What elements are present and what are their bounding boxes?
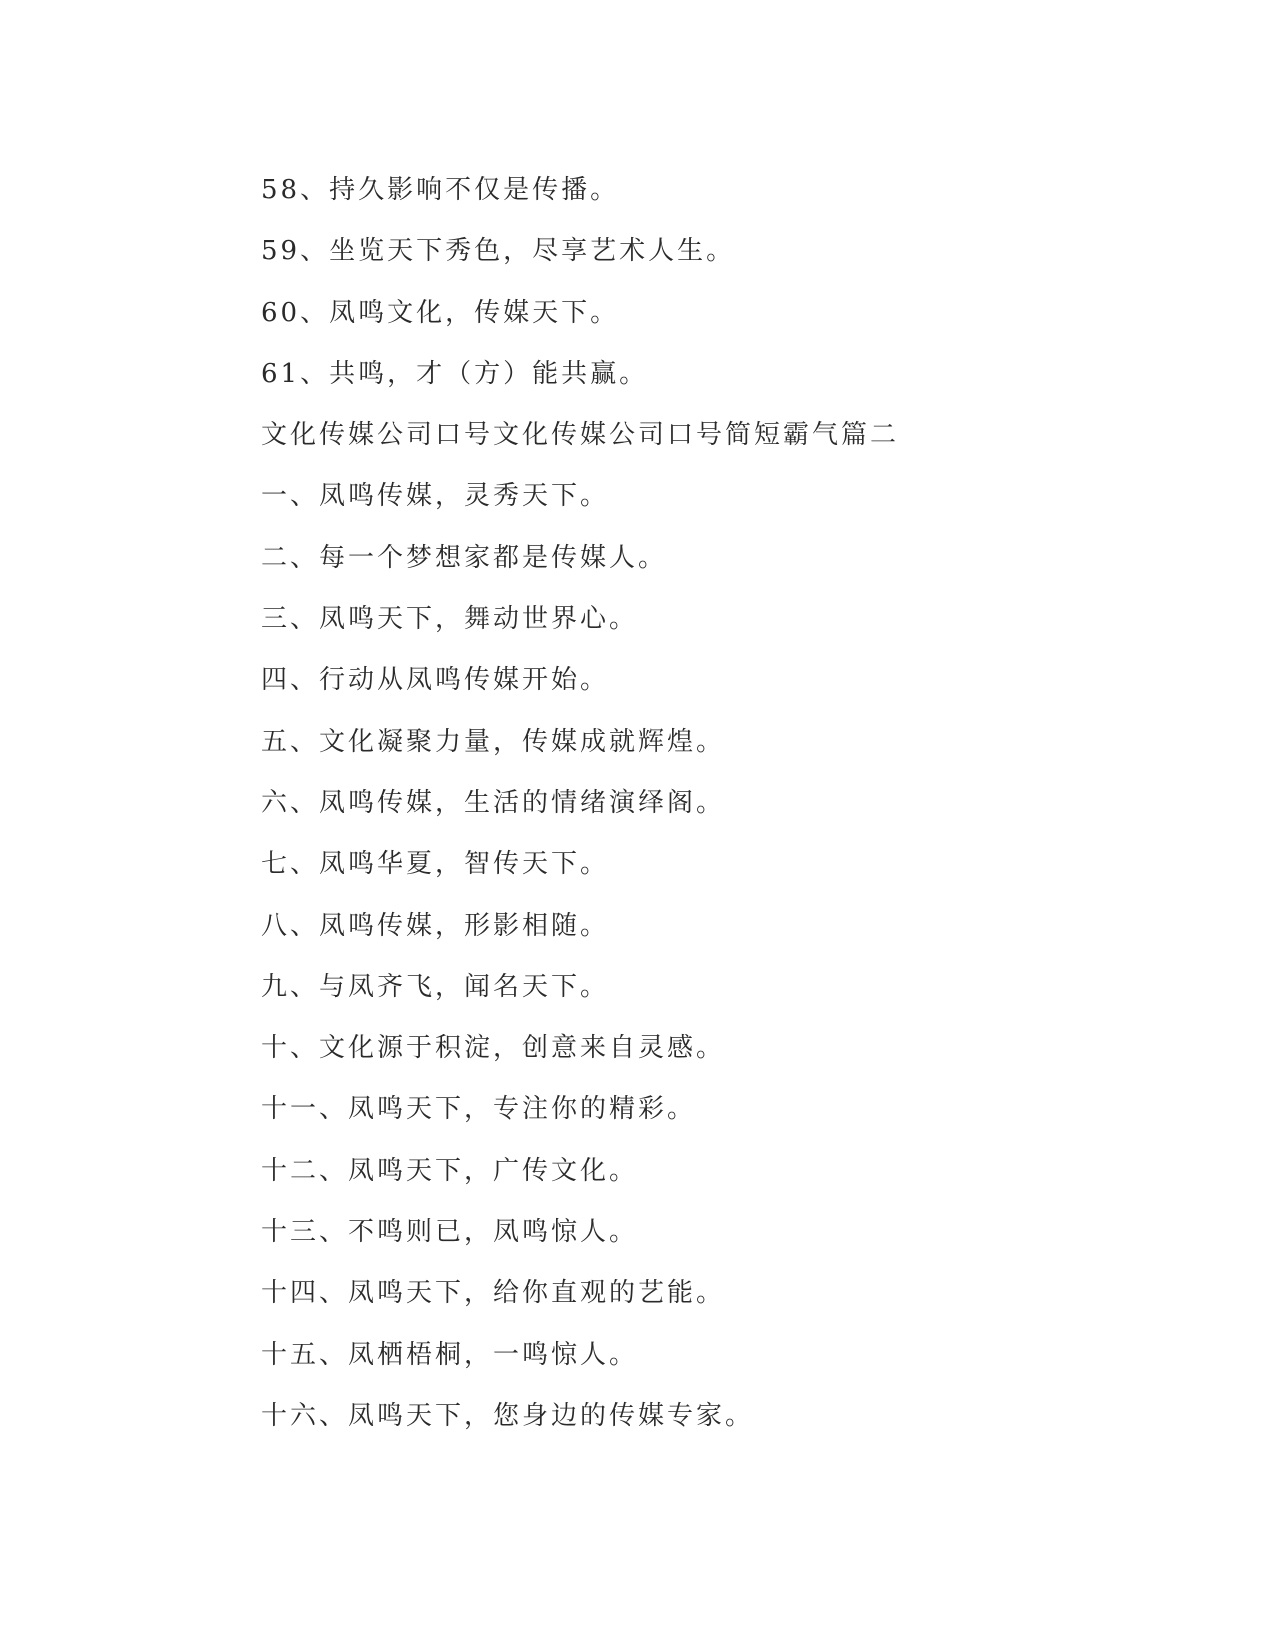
slogan-line-3: 三、凤鸣天下，舞动世界心。 xyxy=(261,604,639,635)
slogan-line-4: 四、行动从凤鸣传媒开始。 xyxy=(261,665,610,696)
slogan-line-5: 五、文化凝聚力量，传媒成就辉煌。 xyxy=(261,726,726,757)
slogan-line-8: 八、凤鸣传媒，形影相随。 xyxy=(261,910,610,941)
slogan-line-15: 十五、凤栖梧桐，一鸣惊人。 xyxy=(261,1339,639,1370)
slogan-line-61: 61、共鸣，才（方）能共赢。 xyxy=(261,358,649,389)
slogan-line-6: 六、凤鸣传媒，生活的情绪演绎阁。 xyxy=(261,787,726,818)
slogan-line-2: 二、每一个梦想家都是传媒人。 xyxy=(261,542,668,573)
section-heading: 文化传媒公司口号文化传媒公司口号简短霸气篇二 xyxy=(261,420,900,451)
slogan-line-7: 七、凤鸣华夏，智传天下。 xyxy=(261,849,610,880)
slogan-line-60: 60、凤鸣文化，传媒天下。 xyxy=(261,297,620,328)
slogan-line-59: 59、坐览天下秀色，尽享艺术人生。 xyxy=(261,236,736,267)
document-body xyxy=(261,160,1161,1447)
slogan-line-16: 十六、凤鸣天下，您身边的传媒专家。 xyxy=(261,1400,755,1431)
slogan-line-12: 十二、凤鸣天下，广传文化。 xyxy=(261,1155,639,1186)
slogan-line-11: 十一、凤鸣天下，专注你的精彩。 xyxy=(261,1094,697,1125)
slogan-line-14: 十四、凤鸣天下，给你直观的艺能。 xyxy=(261,1278,726,1309)
slogan-line-13: 十三、不鸣则已，凤鸣惊人。 xyxy=(261,1217,639,1248)
slogan-line-10: 十、文化源于积淀，创意来自灵感。 xyxy=(261,1033,726,1064)
slogan-line-58: 58、持久影响不仅是传播。 xyxy=(261,175,620,205)
slogan-line-9: 九、与凤齐飞，闻名天下。 xyxy=(261,971,610,1002)
slogan-line-1: 一、凤鸣传媒，灵秀天下。 xyxy=(261,481,610,512)
